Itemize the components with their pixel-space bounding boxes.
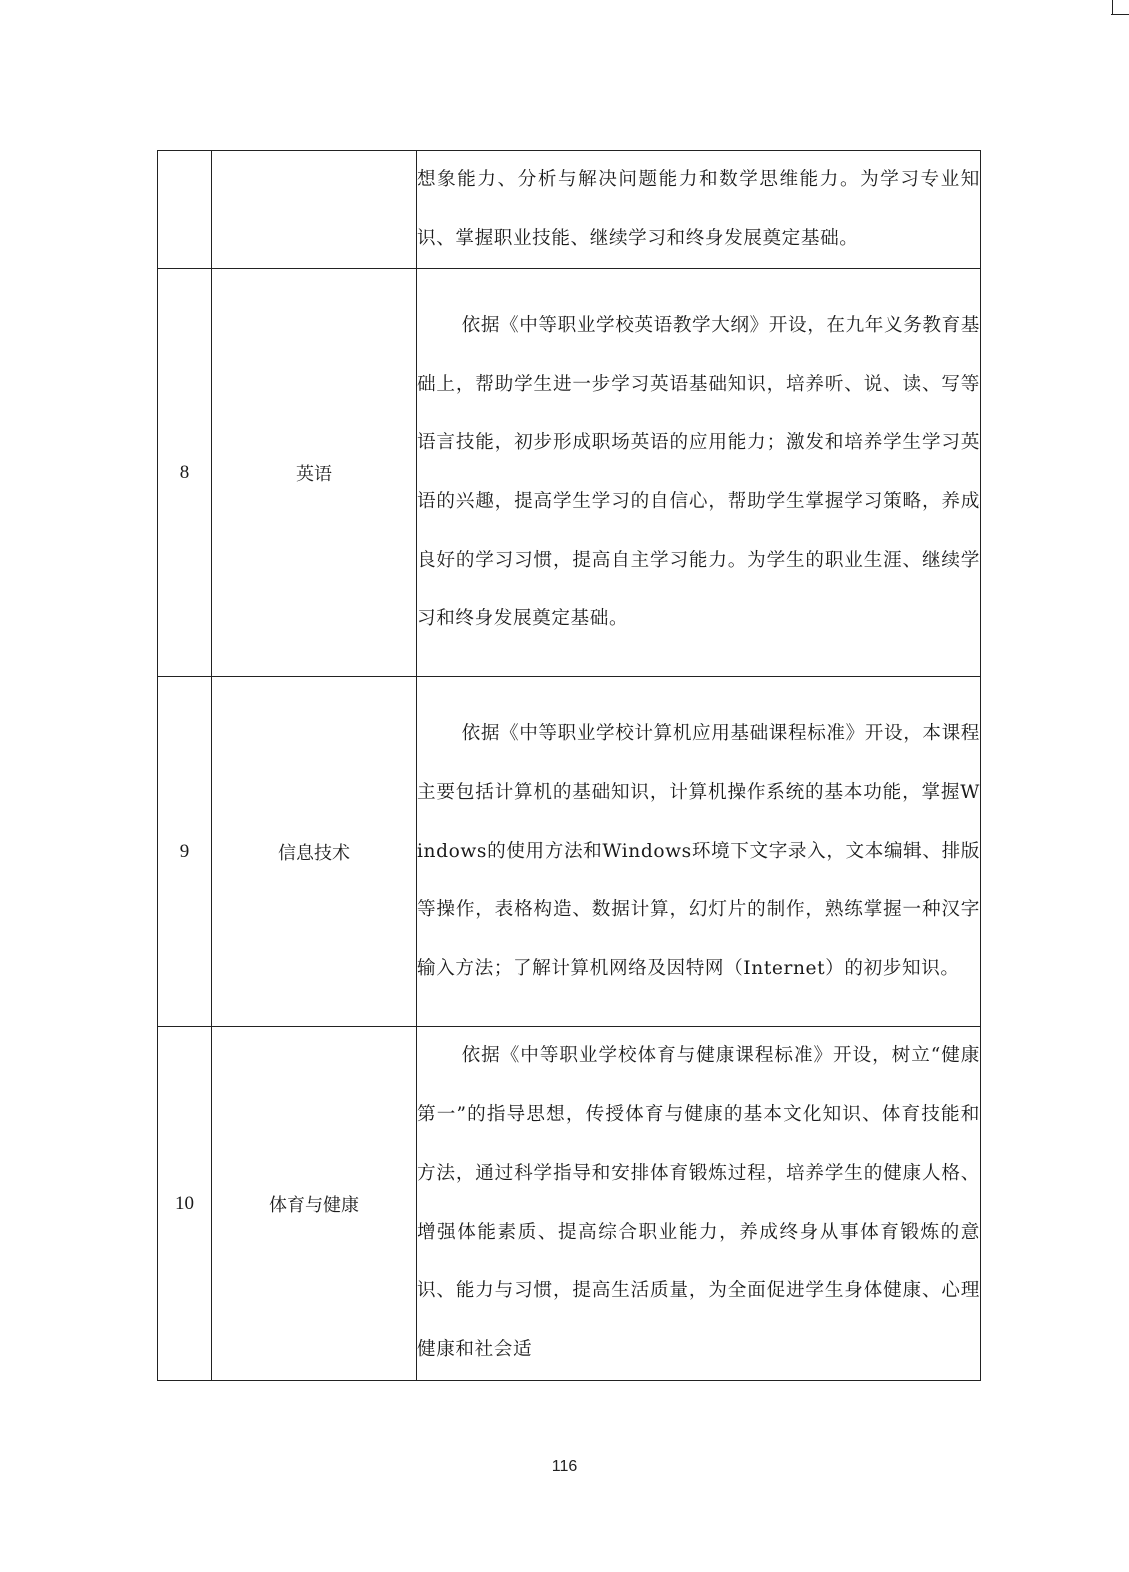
course-number-cell: 10 bbox=[158, 1027, 212, 1380]
table-row bbox=[158, 151, 981, 269]
course-description-text: 依据《中等职业学校英语教学大纲》开设，在九年义务教育基础上，帮助学生进一步学习英语基础知识，培养听、说、读、写等语言技能，初步形成职场英语的应用能力；激发和培养学生学习英语的兴趣，提高学生学习的自信心，帮助学生掌握学习策略，养成良好的学习习惯，提高自主学习能力。为学生的职业生涯、继续学习和终身发展奠定基础。 bbox=[417, 314, 980, 630]
course-description-text: 依据《中等职业学校计算机应用基础课程标准》开设，本课程主要包括计算机的基础知识，计算机操作系统的基本功能，掌握Windows的使用方法和Windows环境下文字录入，文本编辑、排版等操作，表格构造、数据计算，幻灯片的制作，熟练掌握一种汉字输入方法；了解计算机网络及因特网（Internet）的初步知识。 bbox=[417, 723, 980, 979]
course-description-cell bbox=[417, 1027, 981, 1380]
course-description-cell bbox=[417, 151, 981, 269]
course-description-cell bbox=[417, 677, 981, 1027]
course-name-cell: 英语 bbox=[212, 269, 417, 677]
crop-mark-vertical bbox=[1112, 0, 1113, 14]
course-name-cell: 体育与健康 bbox=[212, 1027, 417, 1380]
course-name-cell: 信息技术 bbox=[212, 677, 417, 1027]
crop-mark-horizontal bbox=[1111, 14, 1129, 15]
table-row bbox=[158, 677, 981, 1027]
curriculum-table bbox=[157, 150, 981, 1381]
table-row bbox=[158, 1027, 981, 1380]
course-description-cell bbox=[417, 269, 981, 677]
course-number-cell: 9 bbox=[158, 677, 212, 1027]
course-number-cell: 8 bbox=[158, 269, 212, 677]
course-name-cell bbox=[212, 151, 417, 269]
course-description-text: 想象能力、分析与解决问题能力和数学思维能力。为学习专业知识、掌握职业技能、继续学习和终身发展奠定基础。 bbox=[417, 169, 980, 249]
course-description-text: 依据《中等职业学校体育与健康课程标准》开设，树立“健康第一”的指导思想，传授体育与健康的基本文化知识、体育技能和方法，通过科学指导和安排体育锻炼过程，培养学生的健康人格、增强体能素质、提高综合职业能力，养成终身从事体育锻炼的意识、能力与习惯，提高生活质量，为全面促进学生身体健康、心理健康和社会适 bbox=[417, 1045, 980, 1360]
page-number: 116 bbox=[551, 1458, 578, 1475]
table-row bbox=[158, 269, 981, 677]
course-number-cell bbox=[158, 151, 212, 269]
